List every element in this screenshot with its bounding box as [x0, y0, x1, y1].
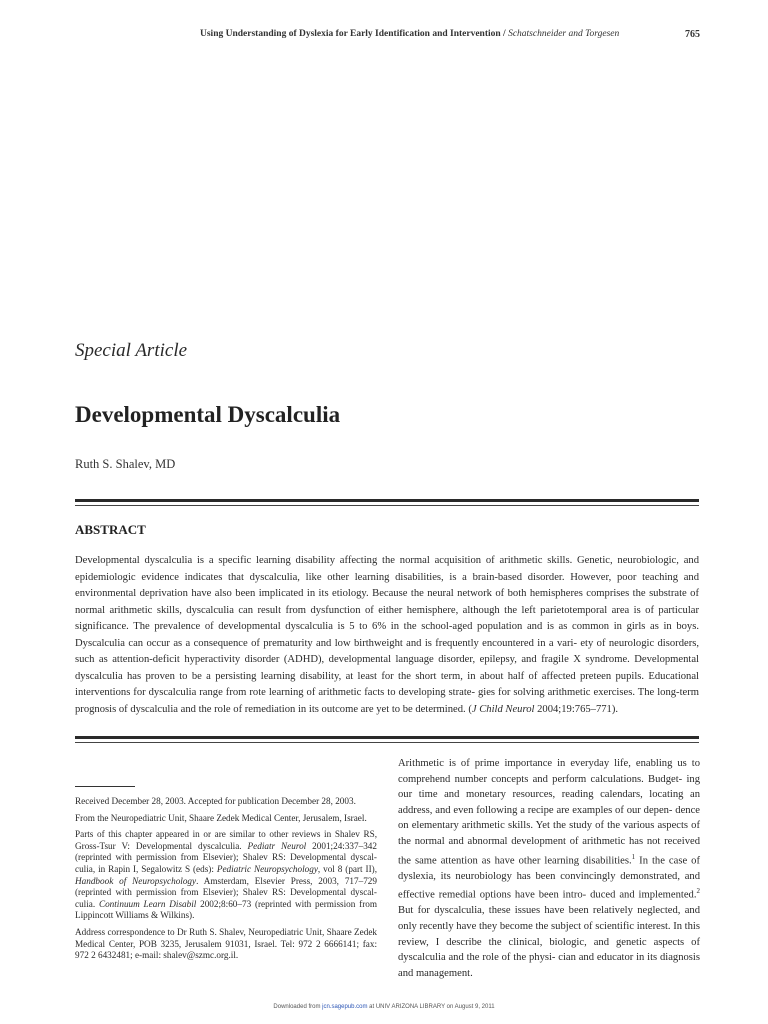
footnote-received: Received December 28, 2003. Accepted for publication December 28, 2003. [75, 796, 356, 806]
abstract-bottom-rule-thin [75, 742, 699, 743]
running-header-title: Using Understanding of Dyslexia for Early Identification and Intervention / Schatschneider and Torgesen [200, 29, 620, 39]
article-title: Developmental Dyscalculia [75, 402, 341, 427]
running-header-authors: Schatschneider and Torgesen [508, 29, 620, 39]
author-byline: Ruth S. Shalev, MD [75, 457, 176, 471]
footnote-affiliation: From the Neuropediatric Unit, Shaare Zedek Medical Center, Jerusalem, Israel. [75, 812, 367, 823]
footnote-separator [75, 786, 135, 787]
download-notice: Downloaded from jcn.sagepub.com at UNIV ARIZONA LIBRARY on August 9, 2011 [273, 1004, 495, 1010]
page-number: 765 [685, 29, 700, 40]
journal-citation: J Child Neurol [471, 703, 535, 715]
body-text: Arithmetic is of prime importance in everyday life, enabling us to comprehend number concepts and perform calculations. Budget- ing our time and monetary resources, reading calendars, locating an address, and even following a recipe are examples of our depen- dence on elementary arithmetic skills. Yet the study of the various aspects of the normal and abnormal development of arithmetic has not received the same attention as have other learning disabilities.$^1$ In the case of dyslexia, its neurobiology has been convincingly demonstrated, and effective remedial options have been intro- duced and implemented.$^2$ But for dyscalculia, these issues have been relatively neglected, and only recently have they become the subject of scientific interest. In this review, I describe the clinical, biologic, and genetic aspects of dyscalculia and the role of the physi- cian and educator in its diagnosis and management. [398, 758, 700, 979]
abstract-top-rule-thick [75, 499, 699, 502]
running-header [200, 29, 700, 43]
abstract-bottom-rule-thick [75, 736, 699, 739]
footnote-correspondence: Address correspondence to Dr Ruth S. Shalev, Neuropediatric Unit, Shaare Zedek Medical Center, POB 3235, Jerusalem 91031, Israel. Tel: 972 2 6666141; fax: 972 2 6432481; e-mail: shalev@szmc.org.il. [75, 926, 377, 961]
download-link[interactable]: jcn.sagepub.com [322, 1004, 368, 1010]
abstract-top-rule-thin [75, 505, 699, 506]
footnote-prior-publication: Parts of this chapter appeared in or are similar to other reviews in Shalev RS, Gross-Tsur V: Developmental dyscalculia. Pediatr Neurol 2001;24:337–342 (reprinted with permission from Elsevier); Shalev RS: Developmental dyscal- culia, in Rapin I, Segalowitz S (eds): Pediatric Neuropsychology, vol 8 (part II), Handbook of Neuropsychology. Amsterdam, Elsevier Press, 2003, 717–729 (reprinted with permission from Elsevier); Shalev RS: Developmental dyscal- culia. Continuum Learn Disabil 2002;8:60–73 (reprinted with permission from Lippincott Williams & Wilkins). [75, 829, 378, 921]
section-label: Special Article [75, 340, 188, 361]
reference-1[interactable]: 1 [631, 852, 636, 861]
footnotes [75, 796, 377, 967]
abstract-heading: ABSTRACT [75, 522, 146, 537]
reference-2[interactable]: 2 [696, 887, 700, 896]
abstract-text: Developmental dyscalculia is a specific learning disability affecting the normal acquisition of arithmetic skills. Genetic, neurobiologic, and epidemiologic evidence indicates that dyscalculia, like other learning disabilities, is a brain-based disorder. However, poor teaching and environmental deprivation have also been implicated in its etiology. Because the neural network of both hemispheres comprises the substrate of normal arithmetic skills, dyscalculia can result from dysfunction of either hemisphere, although the left parietotemporal area is of particular significance. The prevalence of developmental dyscalculia is 5 to 6% in the school-aged population and is as common in girls as in boys. Dyscalculia can occur as a consequence of prematurity and low birthweight and is frequently encountered in a vari- ety of neurologic disorders, such as attention-deficit hyperactivity disorder (ADHD), developmental language disorder, epilepsy, and fragile X syndrome. Developmental dyscalculia has proven to be a persisting learning disability, at least for the short term, in about half of affected preteen pupils. Educational interventions for dyscalculia range from rote learning of arithmetic facts to developing strate- gies for solving arithmetic exercises. The long-term prognosis of dyscalculia and the role of remediation in its outcome are yet to be determined. (J Child Neurol 2004;19:765–771). [75, 555, 699, 715]
